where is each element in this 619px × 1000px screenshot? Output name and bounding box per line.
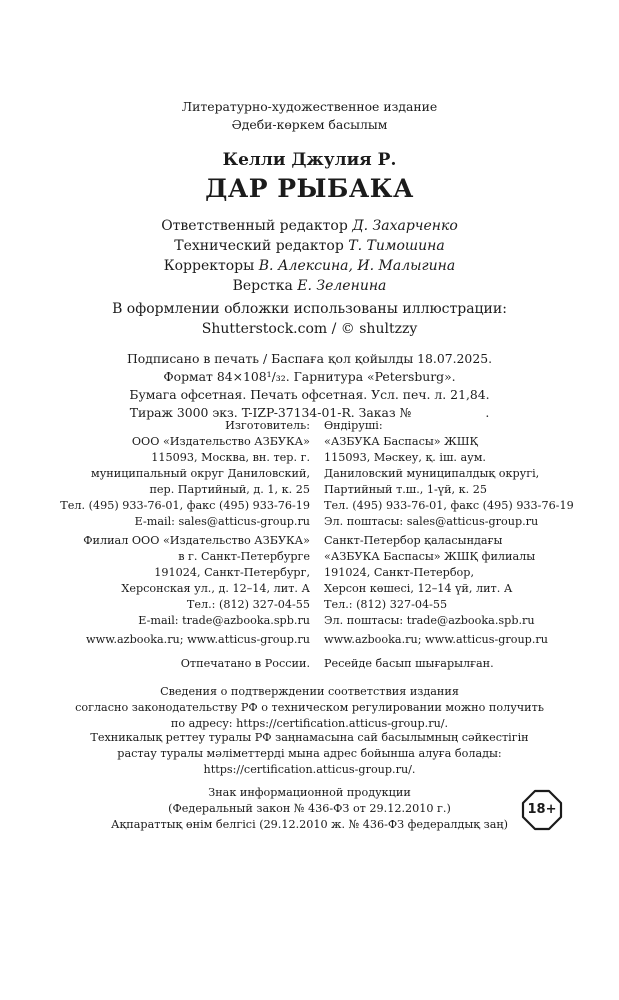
credit-name: Т. Тимошина [348, 238, 445, 254]
printed-in-ru: Отпечатано в России. [180, 657, 310, 670]
print-signed-date: Подписано в печать / Баспаға қол қойылды 18.07.2025. [126, 351, 493, 366]
branch-ru-line: Тел.: (812) 327-04-55 [186, 598, 310, 611]
certification-notice-kz [0, 730, 619, 778]
credit-role: Технический редактор [174, 238, 344, 254]
certification-kz-line: растау туралы мәліметтерді мына адрес бойынша алуға болады: [117, 747, 502, 760]
credit-name: В. Алексина, И. Малыгина [258, 258, 456, 274]
print-run: Тираж 3000 экз. T-IZP-37134-01-R. Заказ № . [129, 405, 490, 420]
credit-line [0, 276, 619, 296]
credit-role: Корректоры [163, 258, 255, 274]
info-sign-line: (Федеральный закон № 436-ФЗ от 29.12.2010 г.) [168, 802, 451, 815]
manufacturer-kz-line: Даниловский муниципалдық округі, [324, 467, 540, 480]
manufacturer-ru [60, 418, 310, 530]
print-format: Формат 84×108¹/₃₂. Гарнитура «Petersburg». [163, 369, 456, 384]
websites-kz: www.azbooka.ru; www.atticus-group.ru [324, 633, 548, 646]
credit-line [0, 216, 619, 236]
credit-name: Д. Захарченко [352, 218, 458, 234]
manufacturer-kz-line: «АЗБУКА Баспасы» ЖШҚ [324, 435, 479, 448]
branch-kz-line: «АЗБУКА Баспасы» ЖШҚ филиалы [324, 550, 536, 563]
printed-in-kz: Ресейде басып шығарылған. [324, 657, 494, 670]
manufacturer-kz-line: Өндіруші: [324, 419, 383, 432]
websites-ru: www.azbooka.ru; www.atticus-group.ru [86, 633, 310, 646]
credit-name: Е. Зеленина [297, 278, 387, 294]
branch-kz-line: 191024, Санкт-Петербор, [324, 566, 475, 579]
branch-kz-line: Тел.: (812) 327-04-55 [324, 598, 448, 611]
certification-ru-line: Сведения о подтверждении соответствия издания [160, 685, 459, 698]
manufacturer-ru-line: Изготовитель: [225, 419, 310, 432]
cover-credit-line: В оформлении обложки использованы иллюстрации: [112, 301, 507, 317]
manufacturer-kz-line: Партийный т.ш., 1-үй, к. 25 [324, 483, 488, 496]
certification-notice-ru [0, 684, 619, 732]
manufacturer-ru-line: пер. Партийный, д. 1, к. 25 [149, 483, 310, 496]
manufacturer-kz [324, 418, 574, 530]
branch-kz [324, 533, 535, 629]
edition-type-ru: Литературно-художественное издание [181, 99, 438, 114]
print-paper: Бумага офсетная. Печать офсетная. Усл. печ. л. 21,84. [129, 387, 490, 402]
age-rating-label: 18+ [527, 802, 557, 817]
edition-type-kz: Әдеби-көркем басылым [231, 117, 388, 132]
print-specs [0, 350, 619, 422]
credit-line [0, 256, 619, 276]
credit-line [0, 236, 619, 256]
info-sign-line: Ақпараттық өнім белгісі (29.12.2010 ж. № 436-ФЗ федералдық заң) [111, 818, 508, 831]
age-rating-badge [521, 789, 563, 831]
branch-kz-line: Санкт-Петербор қаласындағы [324, 534, 503, 547]
manufacturer-kz-line: Тел. (495) 933-76-01, факс (495) 933-76-19 [324, 499, 574, 512]
branch-ru-line: E-mail: trade@azbooka.spb.ru [138, 614, 310, 627]
branch-ru-line: 191024, Санкт-Петербург, [154, 566, 310, 579]
manufacturer-ru-line: E-mail: sales@atticus-group.ru [134, 515, 310, 528]
credit-role: Ответственный редактор [161, 218, 348, 234]
cover-illustration-credit [0, 299, 619, 339]
manufacturer-ru-line: ООО «Издательство АЗБУКА» [131, 435, 310, 448]
branch-kz-line: Эл. поштасы: trade@azbooka.spb.ru [324, 614, 535, 627]
certification-kz-line: Техникалық реттеу туралы РФ заңнамасына сай басылымның сәйкестігін [90, 731, 529, 744]
manufacturer-ru-line: муниципальный округ Даниловский, [91, 467, 310, 480]
manufacturer-ru-line: 115093, Москва, вн. тер. г. [151, 451, 310, 464]
branch-ru [83, 533, 310, 629]
certification-ru-line: по адресу: https://certification.atticus-group.ru/. [170, 717, 449, 730]
cover-credit-source: Shutterstock.com / © shultzzy [201, 321, 418, 337]
branch-ru-line: Херсонская ул., д. 12–14, лит. А [121, 582, 310, 595]
edition-type [0, 98, 619, 134]
info-sign-line: Знак информационной продукции [208, 786, 411, 799]
manufacturer-kz-line: 115093, Мәскеу, қ. іш. аум. [324, 451, 486, 464]
credit-role: Верстка [232, 278, 293, 294]
book-title: ДАР РЫБАКА [205, 174, 414, 203]
certification-kz-line: https://certification.atticus-group.ru/. [203, 763, 416, 776]
book-author: Келли Джулия Р. [222, 150, 397, 170]
branch-ru-line: Филиал ООО «Издательство АЗБУКА» [83, 534, 310, 547]
branch-ru-line: в г. Санкт-Петербурге [178, 550, 310, 563]
manufacturer-ru-line: Тел. (495) 933-76-01, факс (495) 933-76-19 [60, 499, 310, 512]
branch-kz-line: Херсон көшесі, 12–14 үй, лит. А [324, 582, 513, 595]
certification-ru-line: согласно законодательству РФ о техническом регулировании можно получить [75, 701, 544, 714]
editorial-credits [0, 216, 619, 296]
manufacturer-kz-line: Эл. поштасы: sales@atticus-group.ru [324, 515, 539, 528]
